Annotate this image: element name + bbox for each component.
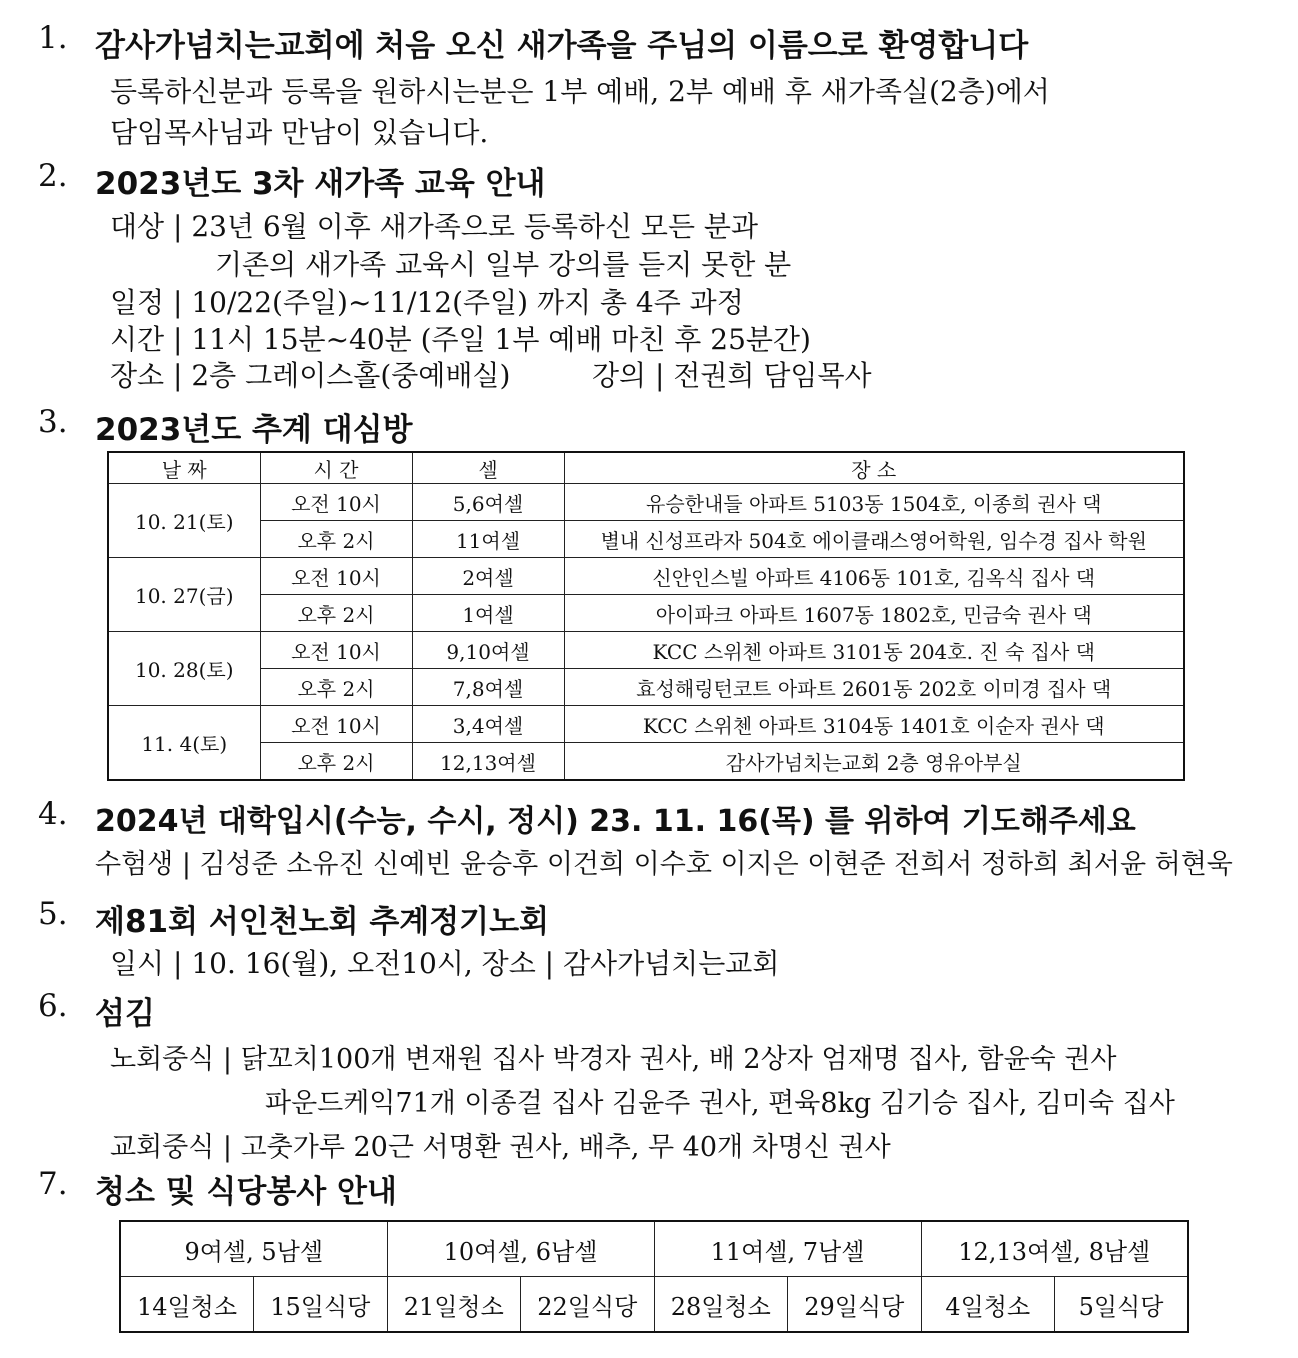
visit-time: 오전 10시 [260, 632, 412, 669]
section-5-title: 제81회 서인천노회 추계정기노회 [95, 904, 550, 940]
education-place: 장소 | 2층 그레이스홀(중예배실) [110, 359, 511, 392]
visit-cell: 3,4여셀 [412, 706, 564, 743]
service-line-3: 교회중식 | 고춧가루 20근 서명환 권사, 배추, 무 40개 차명신 권사 [110, 1132, 891, 1163]
section-3-title: 2023년도 추계 대심방 [95, 412, 413, 448]
visit-time: 오후 2시 [260, 595, 412, 632]
section-6-number: 6. [38, 988, 68, 1024]
header-time: 시 간 [260, 452, 412, 484]
duty-day-row [120, 1277, 1188, 1333]
visit-place: 신안인스빌 아파트 4106동 101호, 김옥식 집사 댁 [564, 558, 1184, 595]
table-row [108, 743, 1184, 781]
section-7-title: 청소 및 식당봉사 안내 [95, 1174, 397, 1210]
visit-cell: 1여셀 [412, 595, 564, 632]
visit-time: 오전 10시 [260, 558, 412, 595]
visit-time: 오전 10시 [260, 484, 412, 521]
visit-cell: 9,10여셀 [412, 632, 564, 669]
table-row [108, 558, 1184, 595]
table-header-row [108, 452, 1184, 484]
presbytery-info: 일시 | 10. 16(월), 오전10시, 장소 | 감사가넘치는교회 [110, 947, 780, 980]
visit-date: 10. 27(금) [108, 558, 260, 632]
service-line-2: 파운드케익71개 이종걸 집사 김윤주 권사, 편육8kg 김기승 집사, 김미숙 집사 [265, 1088, 1175, 1119]
visit-cell: 7,8여셀 [412, 669, 564, 706]
section-1-title: 감사가넘치는교회에 처음 오신 새가족을 주님의 이름으로 환영합니다 [95, 28, 1029, 64]
duty-table [119, 1220, 1189, 1333]
duty-group: 9여셀, 5남셀 [120, 1221, 387, 1277]
section-5-number: 5. [38, 896, 68, 932]
section-6-title: 섬김 [95, 996, 155, 1032]
visit-date: 11. 4(토) [108, 706, 260, 781]
duty-day: 4일청소 [921, 1277, 1055, 1333]
header-date: 날 짜 [108, 452, 260, 484]
table-row [108, 595, 1184, 632]
visitation-table [107, 451, 1185, 781]
duty-day: 14일청소 [120, 1277, 254, 1333]
visit-cell: 12,13여셀 [412, 743, 564, 781]
duty-day: 21일청소 [387, 1277, 521, 1333]
duty-day: 28일청소 [654, 1277, 788, 1333]
duty-group: 10여셀, 6남셀 [387, 1221, 654, 1277]
visit-date: 10. 28(토) [108, 632, 260, 706]
section-4-title: 2024년 대학입시(수능, 수시, 정시) 23. 11. 16(목) 를 위하여 기도해주세요 [95, 804, 1136, 839]
duty-group-row [120, 1221, 1188, 1277]
visit-place: 효성해링턴코트 아파트 2601동 202호 이미경 집사 댁 [564, 669, 1184, 706]
visit-cell: 11여셀 [412, 521, 564, 558]
education-schedule: 일정 | 10/22(주일)~11/12(주일) 까지 총 4주 과정 [110, 286, 744, 319]
education-lecture: 강의 | 전권희 담임목사 [592, 359, 872, 392]
visit-cell: 2여셀 [412, 558, 564, 595]
section-4-number: 4. [38, 796, 68, 832]
visit-time: 오후 2시 [260, 521, 412, 558]
duty-day: 15일식당 [254, 1277, 388, 1333]
section-3-number: 3. [38, 404, 68, 440]
header-place: 장 소 [564, 452, 1184, 484]
visit-place: 감사가넘치는교회 2층 영유아부실 [564, 743, 1184, 781]
visit-place: KCC 스위첸 아파트 3101동 204호. 진 숙 집사 댁 [564, 632, 1184, 669]
visit-time: 오후 2시 [260, 669, 412, 706]
table-row [108, 484, 1184, 521]
service-line-1: 노회중식 | 닭꼬치100개 변재원 집사 박경자 권사, 배 2상자 엄재명 집사, 함윤숙 권사 [110, 1044, 1117, 1075]
duty-day: 5일식당 [1055, 1277, 1189, 1333]
section-7-number: 7. [38, 1166, 68, 1202]
visit-place: KCC 스위첸 아파트 3104동 1401호 이순자 권사 댁 [564, 706, 1184, 743]
education-time: 시간 | 11시 15분~40분 (주일 1부 예배 마친 후 25분간) [110, 323, 811, 356]
education-target: 대상 | 23년 6월 이후 새가족으로 등록하신 모든 분과 [110, 210, 758, 243]
duty-group: 11여셀, 7남셀 [654, 1221, 921, 1277]
table-row [108, 632, 1184, 669]
visit-date: 10. 21(토) [108, 484, 260, 558]
education-target-2: 기존의 새가족 교육시 일부 강의를 듣지 못한 분 [215, 248, 792, 281]
header-cell: 셀 [412, 452, 564, 484]
section-1-line-1: 등록하신분과 등록을 원하시는분은 1부 예배, 2부 예배 후 새가족실(2층)에서 [110, 75, 1050, 108]
visit-time: 오후 2시 [260, 743, 412, 781]
section-2-title: 2023년도 3차 새가족 교육 안내 [95, 166, 546, 202]
section-2-number: 2. [38, 158, 68, 194]
duty-day: 29일식당 [788, 1277, 922, 1333]
section-1-line-2: 담임목사님과 만남이 있습니다. [110, 116, 489, 149]
table-row [108, 669, 1184, 706]
visit-place: 유승한내들 아파트 5103동 1504호, 이종희 권사 댁 [564, 484, 1184, 521]
table-row [108, 706, 1184, 743]
visit-cell: 5,6여셀 [412, 484, 564, 521]
duty-day: 22일식당 [521, 1277, 655, 1333]
duty-group: 12,13여셀, 8남셀 [921, 1221, 1188, 1277]
visit-place: 아이파크 아파트 1607동 1802호, 민금숙 권사 댁 [564, 595, 1184, 632]
visit-place: 별내 신성프라자 504호 에이클래스영어학원, 임수경 집사 학원 [564, 521, 1184, 558]
table-row [108, 521, 1184, 558]
section-1-number: 1. [38, 20, 68, 56]
visit-time: 오전 10시 [260, 706, 412, 743]
applicants-list: 수험생 | 김성준 소유진 신예빈 윤승후 이건희 이수호 이지은 이현준 전희서 정하희 최서윤 허현욱 [95, 849, 1233, 880]
